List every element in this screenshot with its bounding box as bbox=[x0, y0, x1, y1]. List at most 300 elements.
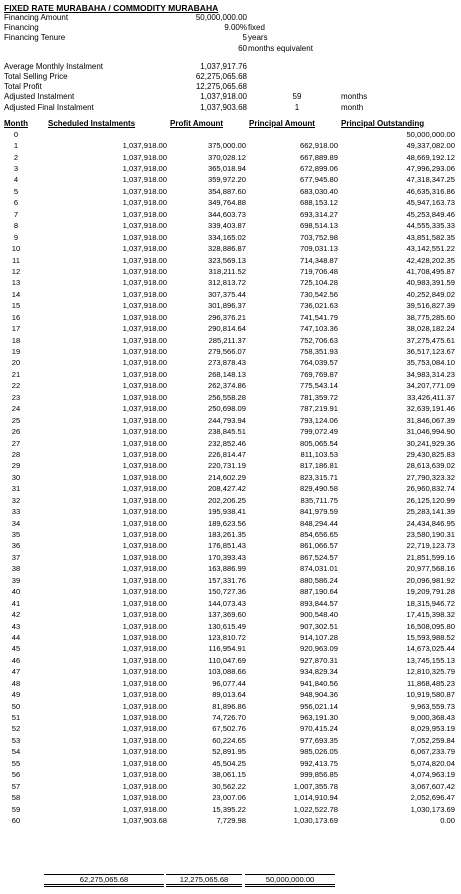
cell-principal-outstanding: 15,593,988.52 bbox=[406, 632, 455, 642]
cell-principal-amount: 1,022,522.78 bbox=[293, 804, 338, 814]
cell-scheduled-instalment: 1,037,918.00 bbox=[122, 152, 167, 162]
cell-profit-amount: 290,814.64 bbox=[207, 324, 246, 334]
cell-scheduled-instalment: 1,037,918.00 bbox=[122, 358, 167, 368]
cell-profit-amount: 208,427.42 bbox=[207, 484, 246, 494]
cell-principal-amount: 683,030.40 bbox=[299, 186, 338, 196]
cell-principal-amount: 887,190.64 bbox=[299, 587, 338, 597]
cell-month: 12 bbox=[11, 266, 21, 276]
cell-principal-outstanding: 31,846,067.39 bbox=[406, 415, 455, 425]
cell-principal-amount: 677,945.80 bbox=[299, 175, 338, 185]
column-header-principal-amount: Principal Amount bbox=[249, 118, 315, 128]
instalment-summary bbox=[4, 62, 459, 113]
column-header-scheduled-instalments: Scheduled Instalments bbox=[48, 118, 136, 128]
cell-principal-outstanding: 31,046,994.90 bbox=[406, 427, 455, 437]
cell-scheduled-instalment: 1,037,918.00 bbox=[122, 278, 167, 288]
table-row bbox=[4, 723, 459, 734]
cell-scheduled-instalment: 1,037,918.00 bbox=[122, 244, 167, 254]
cell-profit-amount: 176,851.43 bbox=[207, 541, 246, 551]
cell-scheduled-instalment: 1,037,918.00 bbox=[122, 747, 167, 757]
table-row bbox=[4, 678, 459, 689]
cell-scheduled-instalment: 1,037,918.00 bbox=[122, 632, 167, 642]
table-row bbox=[4, 380, 459, 391]
cell-profit-amount: 157,331.76 bbox=[207, 575, 246, 585]
cell-principal-outstanding: 35,753,084.10 bbox=[406, 358, 455, 368]
cell-scheduled-instalment: 1,037,918.00 bbox=[122, 427, 167, 437]
cell-scheduled-instalment: 1,037,918.00 bbox=[122, 449, 167, 459]
cell-profit-amount: 30,562.22 bbox=[212, 781, 246, 791]
cell-scheduled-instalment: 1,037,918.00 bbox=[122, 392, 167, 402]
cell-profit-amount: 365,018.94 bbox=[207, 164, 246, 173]
cell-principal-amount: 752,706.63 bbox=[299, 335, 338, 345]
cell-principal-outstanding: 34,983,314.23 bbox=[406, 369, 455, 379]
summary-value: 1,037,917.76 bbox=[200, 61, 247, 71]
cell-principal-amount: 787,219.91 bbox=[299, 404, 338, 414]
cell-principal-outstanding: 22,719,123.73 bbox=[406, 541, 455, 551]
cell-principal-amount: 714,348.87 bbox=[299, 255, 338, 265]
cell-principal-amount: 811,103.53 bbox=[300, 449, 338, 459]
cell-profit-amount: 67,502.76 bbox=[212, 724, 246, 734]
cell-profit-amount: 130,615.49 bbox=[207, 621, 246, 631]
cell-scheduled-instalment: 1,037,918.00 bbox=[122, 289, 167, 299]
cell-principal-amount: 880,586.24 bbox=[299, 575, 338, 585]
cell-month: 46 bbox=[11, 655, 21, 665]
cell-principal-amount: 709,031.13 bbox=[299, 244, 338, 254]
table-row bbox=[4, 746, 459, 757]
table-row bbox=[4, 804, 459, 815]
cell-month: 18 bbox=[11, 335, 21, 345]
cell-principal-amount: 829,490.58 bbox=[299, 484, 338, 494]
table-row bbox=[4, 277, 459, 288]
cell-month: 3 bbox=[13, 164, 19, 173]
table-row bbox=[4, 815, 459, 826]
cell-principal-amount: 817,186.81 bbox=[299, 461, 338, 471]
table-row bbox=[4, 575, 459, 586]
detail-value: 5 bbox=[242, 33, 247, 43]
cell-principal-amount: 698,514.13 bbox=[299, 221, 338, 231]
table-row bbox=[4, 300, 459, 311]
cell-principal-outstanding: 38,028,182.24 bbox=[406, 324, 455, 334]
table-row bbox=[4, 552, 459, 563]
cell-profit-amount: 339,403.87 bbox=[207, 221, 246, 231]
cell-scheduled-instalment: 1,037,918.00 bbox=[122, 530, 167, 539]
summary-months: 1 bbox=[294, 102, 300, 112]
cell-principal-amount: 741,541.79 bbox=[299, 312, 338, 322]
table-row bbox=[4, 655, 459, 666]
cell-principal-outstanding: 37,275,475.61 bbox=[406, 335, 455, 345]
cell-principal-amount: 907,302.51 bbox=[299, 621, 338, 631]
cell-scheduled-instalment: 1,037,918.00 bbox=[122, 472, 167, 482]
cell-principal-outstanding: 24,434,846.95 bbox=[406, 518, 455, 528]
cell-principal-outstanding: 46,635,316.86 bbox=[406, 186, 455, 196]
schedule-table-header bbox=[4, 119, 459, 129]
cell-principal-amount: 667,889.89 bbox=[299, 152, 338, 162]
cell-scheduled-instalment: 1,037,918.00 bbox=[122, 735, 167, 745]
cell-month: 59 bbox=[11, 804, 21, 814]
cell-principal-outstanding: 18,315,946.72 bbox=[406, 598, 455, 608]
cell-month: 37 bbox=[11, 552, 21, 562]
cell-profit-amount: 279,566.07 bbox=[207, 347, 246, 356]
summary-value: 62,275,065.68 bbox=[195, 71, 247, 81]
cell-scheduled-instalment: 1,037,918.00 bbox=[122, 255, 167, 265]
table-row bbox=[4, 472, 459, 483]
cell-profit-amount: 296,376.21 bbox=[207, 312, 246, 322]
cell-principal-amount: 672,899.06 bbox=[299, 164, 338, 173]
cell-principal-amount: 999,856.85 bbox=[299, 770, 338, 780]
cell-principal-amount: 764,039.57 bbox=[299, 358, 338, 368]
cell-profit-amount: 344,603.73 bbox=[207, 209, 246, 219]
table-row bbox=[4, 529, 459, 540]
cell-profit-amount: 262,374.86 bbox=[207, 381, 246, 391]
cell-month: 7 bbox=[13, 209, 19, 219]
cell-principal-outstanding: 28,613,639.02 bbox=[406, 461, 455, 471]
detail-value: 50,000,000.00 bbox=[195, 13, 247, 22]
cell-month: 11 bbox=[12, 255, 20, 265]
table-row bbox=[4, 643, 459, 654]
cell-scheduled-instalment: 1,037,918.00 bbox=[122, 575, 167, 585]
cell-month: 45 bbox=[11, 644, 21, 654]
table-row bbox=[4, 415, 459, 426]
table-row bbox=[4, 632, 459, 643]
column-header-profit-amount: Profit Amount bbox=[170, 118, 224, 128]
cell-principal-amount: 977,693.35 bbox=[299, 735, 338, 745]
table-row bbox=[4, 369, 459, 380]
table-row bbox=[4, 243, 459, 254]
cell-principal-outstanding: 38,775,285.60 bbox=[406, 312, 455, 322]
cell-profit-amount: 328,886.87 bbox=[207, 244, 246, 254]
cell-principal-amount: 775,543.14 bbox=[299, 381, 338, 391]
cell-scheduled-instalment: 1,037,918.00 bbox=[122, 667, 167, 677]
cell-scheduled-instalment: 1,037,918.00 bbox=[122, 347, 167, 356]
cell-profit-amount: 370,028.12 bbox=[207, 152, 246, 162]
cell-month: 40 bbox=[11, 587, 21, 597]
detail-label: Financing Tenure bbox=[4, 33, 66, 43]
schedule-totals-row bbox=[0, 874, 455, 886]
cell-profit-amount: 359,972.20 bbox=[207, 175, 246, 185]
cell-principal-amount: 730,542.56 bbox=[299, 289, 338, 299]
cell-scheduled-instalment: 1,037,918.00 bbox=[122, 438, 167, 448]
cell-scheduled-instalment: 1,037,918.00 bbox=[122, 232, 167, 242]
table-row bbox=[4, 335, 459, 346]
cell-profit-amount: 81,896.86 bbox=[212, 701, 246, 711]
table-row bbox=[4, 357, 459, 368]
cell-month: 53 bbox=[11, 735, 21, 745]
cell-principal-outstanding: 40,252,849.02 bbox=[406, 289, 455, 299]
table-row bbox=[4, 598, 459, 609]
cell-month: 1 bbox=[13, 141, 19, 151]
detail-unit: years bbox=[248, 33, 268, 43]
cell-month: 29 bbox=[11, 461, 21, 471]
cell-profit-amount: 189,623.56 bbox=[207, 518, 246, 528]
table-row bbox=[4, 426, 459, 437]
cell-month: 32 bbox=[11, 495, 21, 505]
cell-profit-amount: 250,698.09 bbox=[207, 404, 246, 414]
cell-profit-amount: 89,013.64 bbox=[212, 690, 246, 700]
cell-profit-amount: 123,810.72 bbox=[207, 632, 246, 642]
cell-profit-amount: 232,852.46 bbox=[207, 438, 246, 448]
cell-month: 38 bbox=[11, 564, 21, 574]
financing-details bbox=[4, 13, 459, 54]
cell-scheduled-instalment: 1,037,918.00 bbox=[122, 495, 167, 505]
cell-principal-outstanding: 11,868,485.23 bbox=[407, 678, 455, 688]
cell-principal-outstanding: 47,996,293.06 bbox=[406, 164, 455, 173]
cell-scheduled-instalment: 1,037,918.00 bbox=[122, 690, 167, 700]
cell-principal-amount: 823,315.71 bbox=[299, 472, 338, 482]
table-row bbox=[4, 758, 459, 769]
cell-principal-outstanding: 27,790,323.32 bbox=[406, 472, 455, 482]
cell-principal-amount: 900,548.40 bbox=[299, 610, 338, 620]
cell-scheduled-instalment: 1,037,918.00 bbox=[122, 335, 167, 345]
cell-profit-amount: 268,148.13 bbox=[207, 369, 246, 379]
cell-profit-amount: 375,000.00 bbox=[207, 141, 246, 151]
cell-scheduled-instalment: 1,037,918.00 bbox=[122, 404, 167, 414]
cell-profit-amount: 116,954.91 bbox=[208, 644, 246, 654]
cell-profit-amount: 15,395.22 bbox=[212, 804, 246, 814]
cell-principal-outstanding: 32,639,191.46 bbox=[406, 404, 455, 414]
cell-profit-amount: 137,369.60 bbox=[207, 610, 246, 620]
cell-principal-outstanding: 6,067,233.79 bbox=[410, 747, 455, 757]
cell-month: 9 bbox=[13, 232, 19, 242]
cell-principal-outstanding: 40,983,391.59 bbox=[406, 278, 455, 288]
cell-profit-amount: 103,088.66 bbox=[207, 667, 246, 677]
cell-month: 31 bbox=[11, 484, 21, 494]
detail-unit: fixed bbox=[248, 23, 265, 33]
cell-principal-amount: 941,840.56 bbox=[299, 678, 338, 688]
cell-scheduled-instalment: 1,037,918.00 bbox=[122, 655, 167, 665]
cell-principal-outstanding: 9,963,559.73 bbox=[410, 701, 455, 711]
table-row bbox=[4, 220, 459, 231]
cell-scheduled-instalment: 1,037,918.00 bbox=[122, 164, 167, 173]
cell-month: 14 bbox=[11, 289, 21, 299]
table-row bbox=[4, 769, 459, 780]
cell-principal-outstanding: 21,851,599.16 bbox=[406, 552, 455, 562]
financing-detail-row bbox=[4, 44, 459, 54]
cell-month: 22 bbox=[11, 381, 21, 391]
cell-principal-amount: 848,294.44 bbox=[299, 518, 338, 528]
cell-principal-outstanding: 0.00 bbox=[440, 815, 455, 825]
table-row bbox=[4, 289, 459, 300]
cell-principal-outstanding: 42,428,202.35 bbox=[406, 255, 455, 265]
table-row bbox=[4, 140, 459, 151]
summary-value: 1,037,903.68 bbox=[200, 102, 247, 112]
cell-principal-outstanding: 45,253,849.46 bbox=[406, 209, 455, 219]
cell-scheduled-instalment: 1,037,918.00 bbox=[122, 518, 167, 528]
table-row bbox=[4, 129, 459, 140]
cell-profit-amount: 226,814.47 bbox=[207, 449, 246, 459]
cell-scheduled-instalment: 1,037,918.00 bbox=[122, 621, 167, 631]
cell-principal-amount: 781,359.72 bbox=[299, 392, 338, 402]
cell-month: 10 bbox=[11, 244, 21, 254]
cell-principal-amount: 758,351.93 bbox=[299, 347, 338, 356]
table-row bbox=[4, 792, 459, 803]
cell-scheduled-instalment: 1,037,918.00 bbox=[122, 610, 167, 620]
summary-row bbox=[4, 62, 459, 72]
cell-principal-amount: 835,711.75 bbox=[300, 495, 338, 505]
summary-row bbox=[4, 92, 459, 102]
cell-principal-outstanding: 12,810,325.79 bbox=[406, 667, 455, 677]
table-row bbox=[4, 540, 459, 551]
cell-scheduled-instalment: 1,037,918.00 bbox=[122, 415, 167, 425]
cell-principal-outstanding: 48,669,192.12 bbox=[406, 152, 455, 162]
cell-scheduled-instalment: 1,037,918.00 bbox=[122, 587, 167, 597]
cell-principal-amount: 805,065.54 bbox=[299, 438, 338, 448]
table-row bbox=[4, 174, 459, 185]
cell-principal-outstanding: 1,030,173.69 bbox=[410, 804, 455, 814]
cell-month: 24 bbox=[11, 404, 21, 414]
summary-value: 12,275,065.68 bbox=[195, 82, 247, 92]
cell-scheduled-instalment: 1,037,903.68 bbox=[122, 815, 167, 825]
cell-scheduled-instalment: 1,037,918.00 bbox=[122, 324, 167, 334]
cell-month: 36 bbox=[11, 541, 21, 551]
cell-month: 56 bbox=[11, 770, 21, 780]
cell-profit-amount: 256,558.28 bbox=[207, 392, 246, 402]
cell-month: 20 bbox=[11, 358, 21, 368]
cell-month: 49 bbox=[11, 690, 21, 700]
cell-scheduled-instalment: 1,037,918.00 bbox=[122, 221, 167, 231]
cell-principal-outstanding: 4,074,963.19 bbox=[410, 770, 455, 780]
cell-month: 4 bbox=[13, 175, 19, 185]
cell-principal-outstanding: 25,283,141.39 bbox=[406, 507, 455, 517]
summary-label: Total Profit bbox=[4, 82, 42, 92]
cell-scheduled-instalment: 1,037,918.00 bbox=[122, 175, 167, 185]
cell-principal-outstanding: 33,426,411.37 bbox=[407, 392, 455, 402]
cell-month: 23 bbox=[11, 392, 21, 402]
cell-principal-amount: 867,524.57 bbox=[299, 552, 338, 562]
cell-profit-amount: 354,887.60 bbox=[207, 186, 246, 196]
cell-principal-outstanding: 8,029,953.19 bbox=[410, 724, 455, 734]
cell-month: 21 bbox=[11, 369, 21, 379]
cell-month: 52 bbox=[11, 724, 21, 734]
cell-month: 41 bbox=[11, 598, 21, 608]
cell-scheduled-instalment: 1,037,918.00 bbox=[122, 552, 167, 562]
cell-scheduled-instalment: 1,037,918.00 bbox=[122, 381, 167, 391]
table-row bbox=[4, 163, 459, 174]
table-row bbox=[4, 518, 459, 529]
cell-principal-outstanding: 20,977,568.16 bbox=[406, 564, 455, 574]
cell-principal-amount: 956,021.14 bbox=[299, 701, 338, 711]
cell-principal-outstanding: 26,125,120.99 bbox=[406, 495, 455, 505]
table-row bbox=[4, 701, 459, 712]
cell-principal-outstanding: 49,337,082.00 bbox=[406, 141, 455, 151]
summary-label: Adjusted Instalment bbox=[4, 92, 75, 102]
cell-month: 30 bbox=[11, 472, 21, 482]
cell-month: 43 bbox=[11, 621, 21, 631]
cell-principal-amount: 948,904.36 bbox=[299, 690, 338, 700]
cell-principal-outstanding: 7,052,259.84 bbox=[410, 735, 455, 745]
table-row bbox=[4, 392, 459, 403]
cell-principal-outstanding: 13,745,155.13 bbox=[406, 655, 455, 665]
cell-month: 6 bbox=[13, 198, 19, 208]
cell-principal-outstanding: 17,415,398.32 bbox=[406, 610, 455, 620]
total-scheduled-instalments: 62,275,065.68 bbox=[44, 874, 164, 887]
table-row bbox=[4, 781, 459, 792]
cell-principal-outstanding: 39,516,827.39 bbox=[406, 301, 455, 311]
cell-principal-outstanding: 41,708,495.87 bbox=[406, 266, 455, 276]
cell-month: 16 bbox=[11, 312, 21, 322]
cell-scheduled-instalment: 1,037,918.00 bbox=[122, 369, 167, 379]
cell-scheduled-instalment: 1,037,918.00 bbox=[122, 198, 167, 208]
cell-month: 54 bbox=[11, 747, 21, 757]
table-row bbox=[4, 495, 459, 506]
table-row bbox=[4, 232, 459, 243]
cell-profit-amount: 195,938.41 bbox=[207, 507, 246, 517]
summary-label: Total Selling Price bbox=[4, 71, 68, 81]
cell-principal-amount: 1,014,910.94 bbox=[293, 793, 338, 803]
cell-profit-amount: 238,845.51 bbox=[207, 427, 246, 437]
cell-scheduled-instalment: 1,037,918.00 bbox=[122, 564, 167, 574]
cell-profit-amount: 183,261.35 bbox=[207, 530, 246, 539]
table-row bbox=[4, 621, 459, 632]
cell-profit-amount: 150,727.36 bbox=[207, 587, 246, 597]
column-header-principal-outstanding: Principal Outstanding bbox=[341, 118, 425, 128]
cell-month: 57 bbox=[11, 781, 21, 791]
cell-profit-amount: 301,896.37 bbox=[207, 301, 246, 311]
cell-principal-amount: 688,153.12 bbox=[299, 198, 338, 208]
cell-month: 19 bbox=[11, 347, 21, 356]
cell-month: 48 bbox=[11, 678, 21, 688]
cell-month: 60 bbox=[11, 815, 21, 825]
cell-principal-outstanding: 20,096,981.92 bbox=[406, 575, 455, 585]
cell-profit-amount: 52,891.95 bbox=[212, 747, 246, 757]
cell-principal-outstanding: 5,074,820.04 bbox=[410, 758, 455, 768]
cell-month: 28 bbox=[11, 449, 21, 459]
cell-scheduled-instalment: 1,037,918.00 bbox=[122, 312, 167, 322]
total-profit-amount: 12,275,065.68 bbox=[166, 874, 242, 887]
cell-profit-amount: 163,886.99 bbox=[207, 564, 246, 574]
murabaha-schedule-sheet bbox=[4, 3, 459, 826]
detail-value: 60 bbox=[238, 43, 247, 53]
summary-months: 59 bbox=[292, 92, 302, 102]
cell-principal-amount: 793,124.06 bbox=[299, 415, 338, 425]
cell-principal-amount: 769,769.87 bbox=[299, 369, 338, 379]
table-row bbox=[4, 438, 459, 449]
cell-principal-amount: 934,829.34 bbox=[299, 667, 338, 677]
schedule-table-body bbox=[4, 129, 459, 827]
cell-principal-outstanding: 14,673,025.44 bbox=[406, 644, 455, 654]
cell-principal-amount: 920,963.09 bbox=[299, 644, 338, 654]
cell-profit-amount: 7,729.98 bbox=[216, 815, 246, 825]
cell-principal-outstanding: 29,430,825.83 bbox=[406, 449, 455, 459]
cell-principal-amount: 874,031.01 bbox=[299, 564, 338, 574]
table-row bbox=[4, 666, 459, 677]
cell-scheduled-instalment: 1,037,918.00 bbox=[122, 209, 167, 219]
detail-value: 9.00% bbox=[224, 23, 247, 33]
cell-principal-outstanding: 43,851,582.35 bbox=[406, 232, 455, 242]
cell-month: 26 bbox=[11, 427, 21, 437]
table-row bbox=[4, 712, 459, 723]
summary-unit: months bbox=[341, 92, 368, 102]
cell-month: 27 bbox=[11, 438, 21, 448]
summary-label: Adjusted Final Instalment bbox=[4, 102, 94, 112]
cell-month: 5 bbox=[13, 186, 19, 196]
cell-month: 33 bbox=[11, 507, 21, 517]
cell-profit-amount: 285,211.37 bbox=[208, 335, 246, 345]
cell-scheduled-instalment: 1,037,918.00 bbox=[122, 541, 167, 551]
cell-scheduled-instalment: 1,037,918.00 bbox=[122, 461, 167, 471]
cell-profit-amount: 273,878.43 bbox=[207, 358, 246, 368]
cell-scheduled-instalment: 1,037,918.00 bbox=[122, 701, 167, 711]
cell-principal-outstanding: 44,555,335.33 bbox=[406, 221, 455, 231]
table-row bbox=[4, 323, 459, 334]
cell-profit-amount: 23,007.06 bbox=[212, 793, 246, 803]
cell-scheduled-instalment: 1,037,918.00 bbox=[122, 301, 167, 311]
summary-unit: month bbox=[341, 102, 364, 112]
cell-scheduled-instalment: 1,037,918.00 bbox=[122, 770, 167, 780]
cell-principal-outstanding: 47,318,347.25 bbox=[406, 175, 455, 185]
cell-scheduled-instalment: 1,037,918.00 bbox=[122, 507, 167, 517]
cell-principal-amount: 963,191.30 bbox=[299, 713, 338, 722]
cell-principal-outstanding: 10,919,580.87 bbox=[406, 690, 455, 700]
financing-detail-row bbox=[4, 23, 459, 33]
